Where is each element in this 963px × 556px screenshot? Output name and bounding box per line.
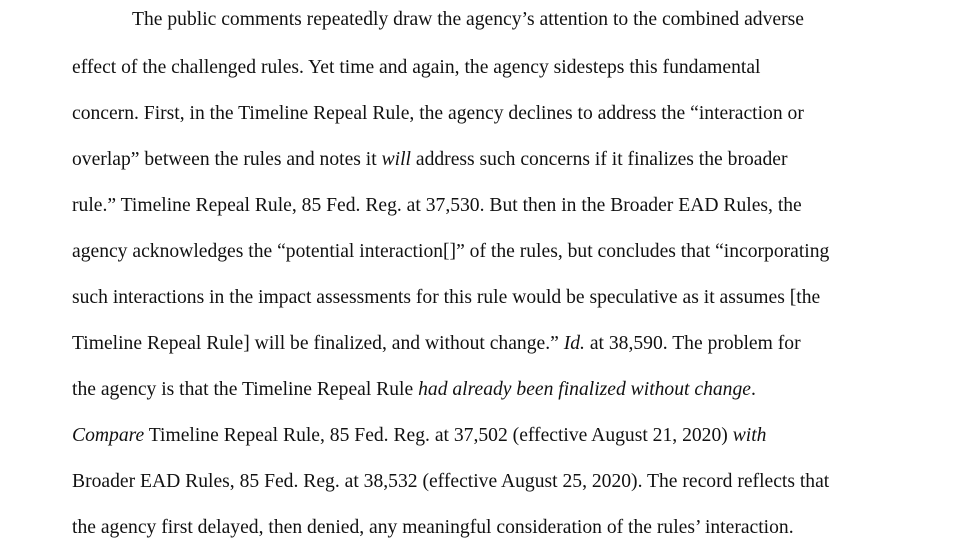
line-text: overlap” between the rules and notes it (72, 149, 382, 170)
line-text: the agency first delayed, then denied, any meaningful consideration of the rules’ interaction. (72, 517, 794, 538)
line-text: Timeline Repeal Rule] will be finalized, and without change.” (72, 333, 564, 354)
paragraph-line-12 (72, 516, 794, 540)
line-text: address such concerns if it finalizes the broader (410, 149, 788, 170)
paragraph-line-3 (72, 102, 804, 126)
line-text: concern. First, in the Timeline Repeal Rule, the agency declines to address the “interaction or (72, 103, 804, 124)
italic-signal: with (732, 425, 767, 446)
line-text: rule.” Timeline Repeal Rule, 85 Fed. Reg. at 37,530. But then in the Broader EAD Rules, the (72, 195, 802, 216)
line-text: agency acknowledges the “potential interaction[]” of the rules, but concludes that “incorporating (72, 241, 830, 262)
paragraph-line-8 (72, 332, 801, 356)
line-text: Timeline Repeal Rule, 85 Fed. Reg. at 37,502 (effective August 21, 2020) (144, 425, 733, 446)
line-text: the agency is that the Timeline Repeal Rule (72, 379, 419, 400)
line-text: at 38,590. The problem for (584, 333, 801, 354)
paragraph-line-9 (72, 378, 756, 402)
paragraph-line-7 (72, 286, 820, 310)
paragraph-line-5 (72, 194, 802, 218)
paragraph-line-6 (72, 240, 829, 264)
paragraph-line-4 (72, 148, 787, 172)
paragraph-line-2 (72, 56, 760, 80)
paragraph-line-11 (72, 470, 829, 494)
line-text: effect of the challenged rules. Yet time and again, the agency sidesteps this fundamental (72, 57, 761, 78)
italic-citation: Id. (563, 333, 585, 354)
italic-text: had already been finalized without change (418, 379, 751, 400)
paragraph-line-10 (72, 424, 766, 448)
line-text: such interactions in the impact assessments for this rule would be speculative as it assumes [the (72, 287, 821, 308)
line-text: . (750, 379, 756, 400)
line-text: The public comments repeatedly draw the agency’s attention to the combined adverse (132, 9, 804, 30)
italic-signal: Compare (72, 425, 145, 446)
line-text: Broader EAD Rules, 85 Fed. Reg. at 38,532 (effective August 25, 2020). The record reflects that (72, 471, 830, 492)
paragraph-line-1 (132, 8, 804, 32)
italic-text: will (381, 149, 411, 170)
